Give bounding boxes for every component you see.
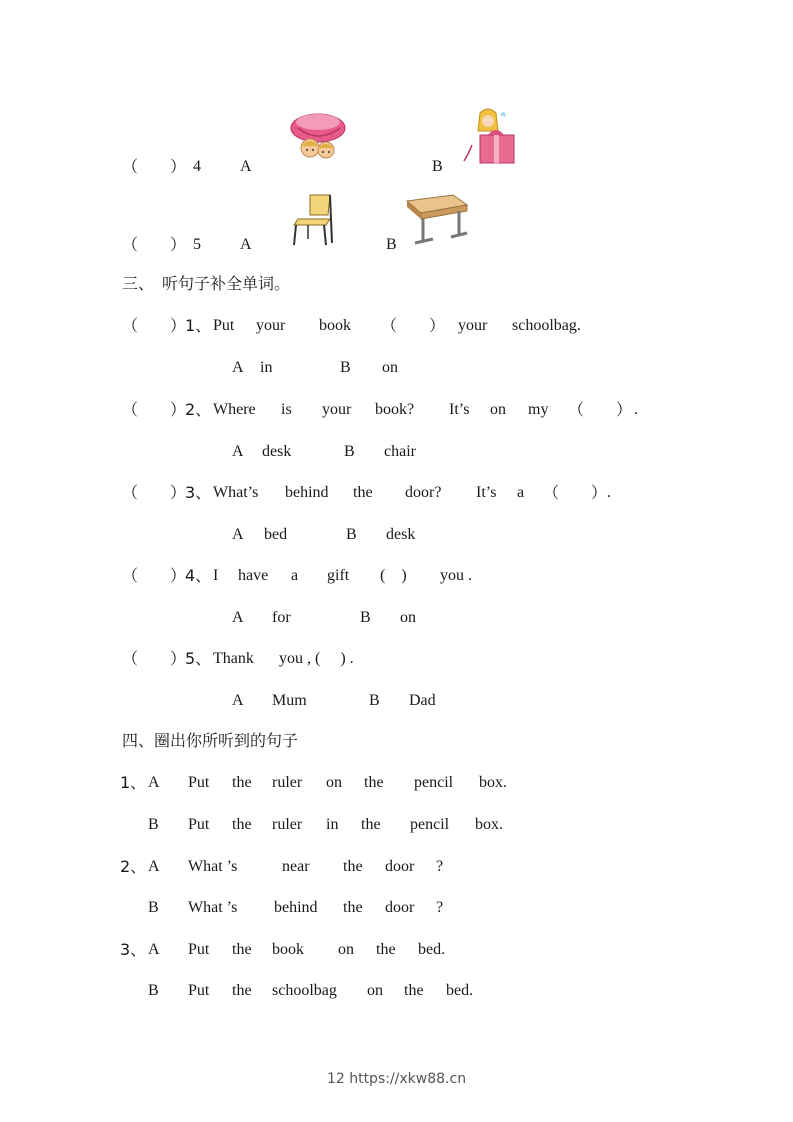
sentence-word: （ ）	[381, 316, 446, 335]
answer-bracket: （ ）	[122, 566, 187, 585]
option-b-label: B	[148, 982, 159, 999]
question-number: 3、	[185, 483, 212, 502]
option-a-text: in	[260, 359, 273, 376]
sentence-word: a	[291, 567, 299, 584]
sentence-word: ( )	[380, 567, 407, 584]
sentence-word: a	[517, 484, 525, 501]
sentence-word: box.	[475, 816, 503, 833]
question-number: 2、	[185, 400, 212, 419]
sentence-word: I	[213, 567, 219, 584]
picture-item-4-option-b: B	[432, 158, 443, 175]
sentence-word: door	[385, 899, 415, 916]
sentence-word: you , ( ) .	[279, 650, 354, 667]
question-number: 4、	[185, 566, 212, 585]
sentence-word: the	[376, 941, 396, 958]
page-footer: 12 https://xkw88.cn	[326, 1071, 467, 1087]
sentence-word: the	[364, 774, 384, 791]
sentence-word: bed.	[446, 982, 474, 999]
option-a-label: A	[148, 774, 160, 791]
sentence-word: gift	[327, 567, 350, 584]
option-b-text: chair	[384, 443, 416, 460]
sentence-word: on	[338, 941, 354, 958]
sentence-word: behind	[285, 484, 329, 501]
sentence-word: the	[232, 941, 252, 958]
option-a-label: A	[232, 609, 244, 626]
question-number: 3、	[120, 940, 147, 959]
sentence-word: in	[326, 816, 339, 833]
chair-icon	[290, 193, 338, 247]
option-b-text: Dad	[409, 692, 436, 709]
picture-item-5-number: 5	[193, 236, 201, 253]
sentence-word: ruler	[272, 774, 303, 791]
option-b-label: B	[344, 443, 355, 460]
picture-item-5-option-a: A	[240, 236, 252, 253]
sentence-word: Put	[188, 982, 210, 999]
option-b-text: desk	[386, 526, 416, 543]
picture-item-4-bracket: （ ）	[122, 157, 187, 176]
sentence-word: my	[528, 401, 549, 418]
sentence-word: It’s	[476, 484, 497, 501]
sentence-word: on	[326, 774, 342, 791]
sentence-word: Put	[213, 317, 235, 334]
sentence-word: the	[232, 816, 252, 833]
sentence-word: door?	[405, 484, 442, 501]
sentence-word: have	[238, 567, 269, 584]
section4-title: 四、圈出你所听到的句子	[122, 731, 299, 750]
option-b-text: on	[400, 609, 416, 626]
question-number: 1、	[120, 773, 147, 792]
picture-item-4-option-a: A	[240, 158, 252, 175]
sentence-word: ?	[436, 899, 444, 916]
sentence-word: your	[322, 401, 352, 418]
option-a-label: A	[148, 858, 160, 875]
sentence-word: the	[404, 982, 424, 999]
desk-icon	[403, 193, 469, 247]
sentence-word: schoolbag	[272, 982, 337, 999]
option-b-label: B	[360, 609, 371, 626]
sentence-word: book	[272, 941, 304, 958]
sentence-word: the	[232, 982, 252, 999]
option-b-label: B	[148, 899, 159, 916]
sentence-word: on	[490, 401, 506, 418]
sentence-word: It’s	[449, 401, 470, 418]
picture-item-5-option-b: B	[386, 236, 397, 253]
sentence-word: What ’s	[188, 858, 238, 875]
sentence-word: bed.	[418, 941, 446, 958]
sentence-word: door	[385, 858, 415, 875]
option-a-text: for	[272, 609, 291, 626]
sentence-word: （ ）	[543, 483, 608, 502]
option-a-label: A	[232, 692, 244, 709]
sentence-word: is	[281, 401, 292, 418]
option-a-label: A	[148, 941, 160, 958]
option-b-label: B	[340, 359, 351, 376]
sentence-word: What ’s	[188, 899, 238, 916]
sentence-word: （ ）	[568, 400, 633, 419]
sentence-word: the	[353, 484, 373, 501]
sentence-word: the	[232, 774, 252, 791]
sentence-word: your	[256, 317, 286, 334]
option-a-label: A	[232, 526, 244, 543]
option-b-label: B	[148, 816, 159, 833]
sentence-word: the	[361, 816, 381, 833]
sentence-word: ?	[436, 858, 444, 875]
picture-item-5-bracket: （ ）	[122, 235, 187, 254]
answer-bracket: （ ）	[122, 483, 187, 502]
question-number: 5、	[185, 649, 212, 668]
sentence-word: pencil	[414, 774, 454, 791]
picture-item-4-number: 4	[193, 158, 201, 175]
section3-title: 三、 听句子补全单词。	[122, 274, 291, 293]
sentence-word: Put	[188, 816, 210, 833]
answer-bracket: （ ）	[122, 649, 187, 668]
option-a-text: desk	[262, 443, 292, 460]
sentence-word: Thank	[213, 650, 254, 667]
sentence-word: box.	[479, 774, 507, 791]
sentence-word: pencil	[410, 816, 450, 833]
sentence-word: Where	[213, 401, 256, 418]
answer-bracket: （ ）	[122, 400, 187, 419]
option-b-label: B	[346, 526, 357, 543]
sentence-word: on	[367, 982, 383, 999]
sentence-word: you .	[440, 567, 472, 584]
question-number: 2、	[120, 857, 147, 876]
question-number: 1、	[185, 316, 212, 335]
option-b-text: on	[382, 359, 398, 376]
sentence-word: schoolbag.	[512, 317, 581, 334]
sentence-word: .	[607, 484, 611, 501]
sentence-word: What’s	[213, 484, 259, 501]
option-b-label: B	[369, 692, 380, 709]
sentence-word: Put	[188, 774, 210, 791]
option-a-text: bed	[264, 526, 288, 543]
sentence-word: book	[319, 317, 351, 334]
sentence-word: ruler	[272, 816, 303, 833]
sentence-word: near	[282, 858, 310, 875]
cake-gift-icon	[288, 108, 350, 166]
option-a-text: Mum	[272, 692, 307, 709]
sentence-word: the	[343, 899, 363, 916]
option-a-label: A	[232, 359, 244, 376]
sentence-word: .	[634, 401, 638, 418]
answer-bracket: （ ）	[122, 316, 187, 335]
sentence-word: the	[343, 858, 363, 875]
sentence-word: Put	[188, 941, 210, 958]
sentence-word: your	[458, 317, 488, 334]
sentence-word: book?	[375, 401, 415, 418]
girl-with-present-icon	[460, 105, 522, 169]
sentence-word: behind	[274, 899, 318, 916]
option-a-label: A	[232, 443, 244, 460]
